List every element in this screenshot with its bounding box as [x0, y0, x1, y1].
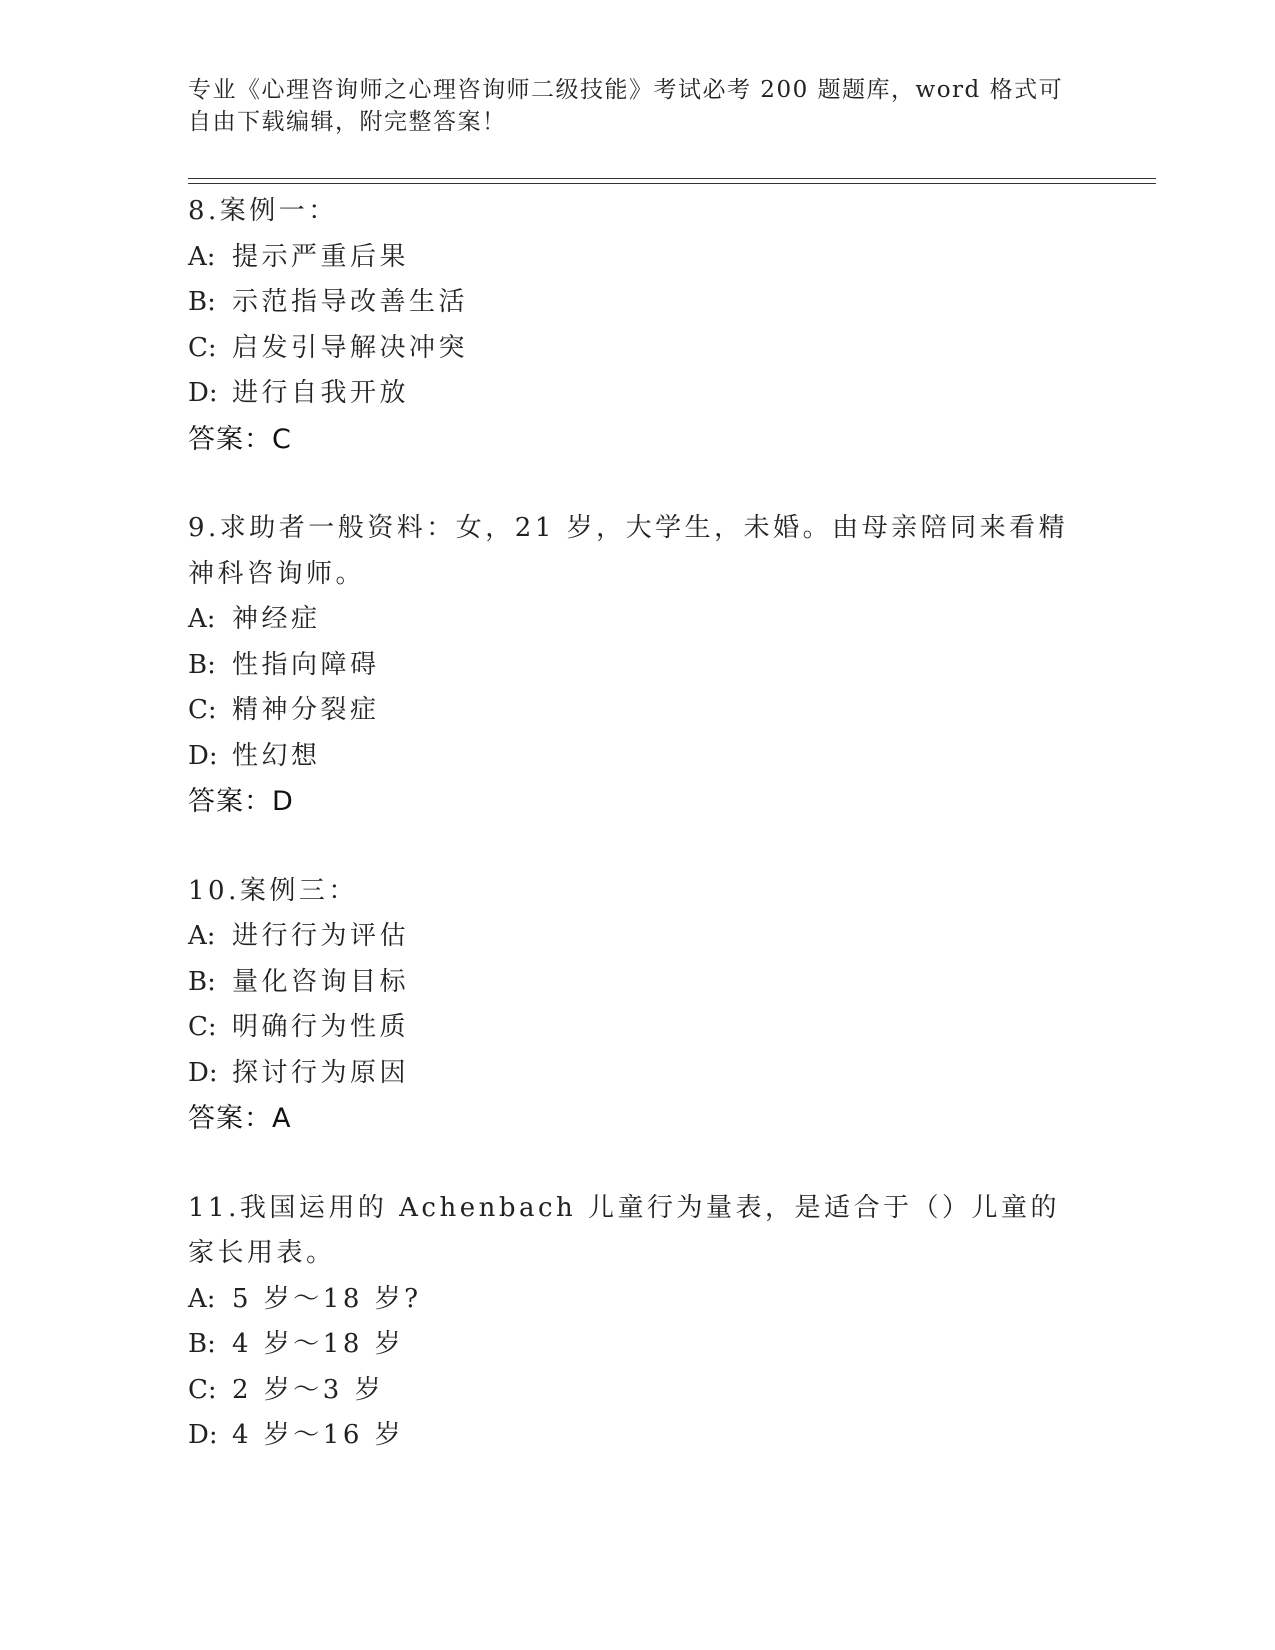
option-a [188, 235, 1088, 281]
option-letter: B: [188, 966, 216, 997]
answer-line: 答案：C [188, 423, 292, 455]
question-list [188, 189, 1088, 1503]
option-letter: B: [188, 649, 216, 680]
option-text: 进行自我开放 [232, 378, 410, 408]
option-letter: D: [188, 1420, 218, 1450]
option-a [188, 597, 1088, 643]
option-letter: A: [188, 1283, 216, 1314]
option-text: 性幻想 [232, 740, 321, 771]
header-rule-bottom [188, 183, 1156, 184]
option-text: 明确行为性质 [232, 1012, 410, 1042]
option-c [188, 326, 1088, 372]
option-text: 量化咨询目标 [232, 966, 410, 997]
option-text: 5 岁～18 岁? [232, 1283, 422, 1314]
question-stem: 10.案例三： [188, 875, 358, 906]
option-letter: C: [188, 695, 217, 725]
option-text: 4 岁～16 岁 [232, 1420, 405, 1450]
option-c [188, 688, 1088, 734]
option-letter: A: [188, 921, 216, 951]
option-c [188, 1005, 1088, 1051]
option-b [188, 960, 1088, 1006]
question-9 [188, 506, 1088, 825]
option-letter: C: [188, 1374, 217, 1405]
option-text: 启发引导解决冲突 [232, 332, 469, 363]
option-text: 进行行为评估 [232, 921, 410, 951]
answer-line: 答案：D [188, 786, 294, 817]
question-stem: 9.求助者一般资料：女，21 岁，大学生，未婚。由母亲陪同来看精神科咨询师。 [188, 513, 1069, 589]
option-letter: C: [188, 1012, 217, 1042]
option-text: 性指向障碍 [232, 649, 380, 680]
option-d [188, 371, 1088, 417]
option-letter: D: [188, 378, 218, 408]
option-letter: D: [188, 740, 218, 771]
option-d [188, 1051, 1088, 1097]
option-letter: A: [188, 241, 216, 272]
option-b [188, 643, 1088, 689]
question-10 [188, 869, 1088, 1142]
option-letter: C: [188, 332, 217, 363]
option-b [188, 280, 1088, 326]
option-text: 示范指导改善生活 [232, 287, 469, 317]
option-b [188, 1322, 1088, 1368]
option-text: 提示严重后果 [232, 241, 410, 272]
option-c [188, 1368, 1088, 1414]
header-rule-top [188, 178, 1156, 179]
option-text: 神经症 [232, 604, 321, 634]
document-header: 专业《心理咨询师之心理咨询师二级技能》考试必考 200 题题库，word 格式可自由下载编辑，附完整答案！ [188, 77, 1064, 135]
question-stem: 8.案例一： [188, 196, 338, 226]
option-a [188, 914, 1088, 960]
option-a [188, 1277, 1088, 1323]
option-text: 4 岁～18 岁 [232, 1329, 405, 1359]
option-d [188, 734, 1088, 780]
option-letter: B: [188, 1329, 216, 1359]
answer-line: 答案：A [188, 1103, 292, 1134]
option-text: 2 岁～3 岁 [232, 1374, 385, 1405]
option-text: 探讨行为原因 [232, 1057, 410, 1088]
option-text: 精神分裂症 [232, 695, 380, 725]
option-letter: D: [188, 1057, 218, 1088]
question-8 [188, 189, 1088, 462]
option-letter: B: [188, 287, 216, 317]
question-11 [188, 1186, 1088, 1459]
option-d [188, 1413, 1088, 1459]
option-letter: A: [188, 604, 216, 634]
question-stem: 11.我国运用的 Achenbach 儿童行为量表，是适合于（）儿童的家长用表。 [188, 1192, 1061, 1268]
